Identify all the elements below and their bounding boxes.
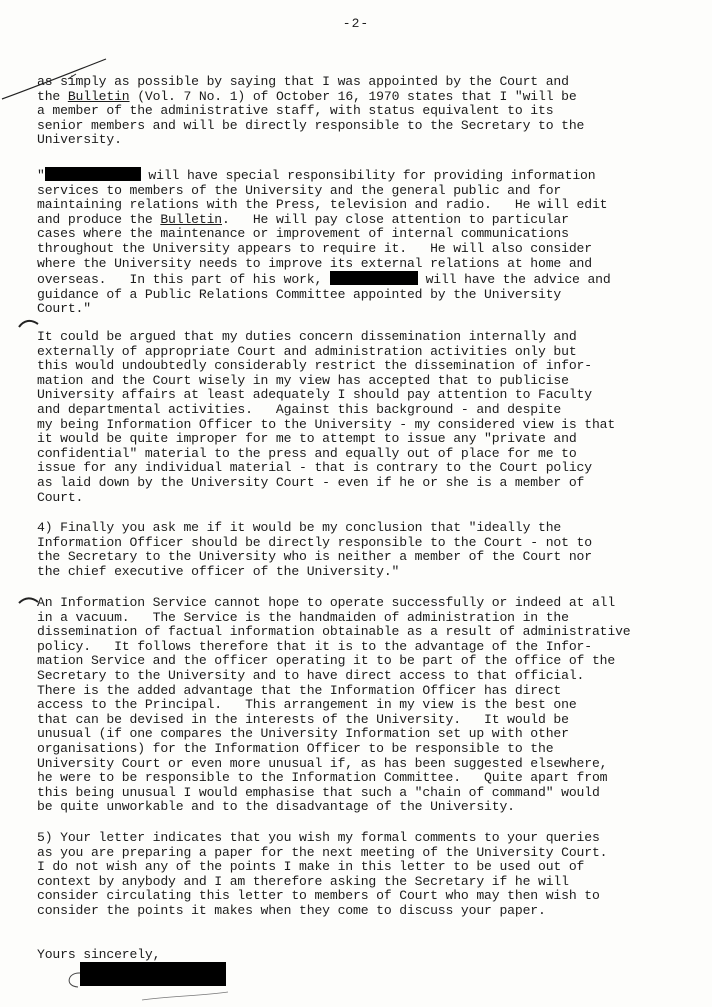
- signature-redaction: [80, 962, 226, 986]
- underlined-title: Bulletin: [67, 88, 130, 104]
- text-line: throughout the University appears to require it. He will also consider: [37, 240, 592, 256]
- name-redaction: [330, 271, 418, 285]
- paragraph-intro: [37, 75, 584, 148]
- text-line: access to the Principal. This arrangement in my view is the best one: [37, 697, 577, 713]
- text-line: [37, 213, 611, 228]
- text-line: externally of appropriate Court and administration activities only but: [37, 343, 577, 359]
- text-line: my being Information Officer to the University - my considered view is that: [37, 416, 616, 432]
- text-line: as you are preparing a paper for the next meeting of the University Court.: [37, 844, 608, 860]
- text-line: issue for any individual material - that is contrary to the Court policy: [37, 460, 592, 476]
- paragraph-argued: [37, 330, 615, 505]
- text-line: University.: [37, 132, 122, 148]
- paragraph-quote: [37, 167, 611, 317]
- text-line: services to members of the University and the general public and for: [37, 182, 562, 198]
- text-line: cases where the maintenance or improvement of internal communications: [37, 226, 569, 242]
- paragraph-point-4: [37, 521, 592, 579]
- text-segment: . He will pay close attention to particular: [222, 211, 569, 227]
- underlined-title: Bulletin: [160, 211, 222, 227]
- text-line: this being unusual I would emphasise that such a "chain of command" would: [37, 784, 600, 800]
- text-segment: the: [37, 88, 68, 104]
- text-line: Secretary to the University and to have direct access to that official.: [37, 667, 585, 683]
- text-line: in a vacuum. The Service is the handmaiden of administration in the: [37, 609, 569, 625]
- text-line: a member of the administrative staff, with status equivalent to its: [37, 103, 554, 119]
- text-line: guidance of a Public Relations Committee appointed by the University: [37, 286, 562, 302]
- text-line: Court.": [37, 301, 91, 317]
- page-number: -2-: [342, 16, 370, 31]
- text-line: he were to be responsible to the Information Committee. Quite apart from: [37, 770, 608, 786]
- text-line: maintaining relations with the Press, television and radio. He will edit: [37, 197, 608, 213]
- text-line: policy. It follows therefore that it is to the advantage of the Infor-: [37, 638, 592, 654]
- text-line: It could be argued that my duties concern dissemination internally and: [37, 329, 577, 344]
- text-line: dissemination of factual information obtainable as a result of administrative: [37, 624, 631, 640]
- text-line: confidential" material to the press and equally out of place for me to: [37, 445, 577, 461]
- text-line: University Court or even more unusual if, as has been suggested elsewhere,: [37, 755, 608, 771]
- name-redaction: [45, 167, 141, 181]
- text-segment: will have the advice and: [417, 272, 611, 288]
- text-line: be quite unworkable and to the disadvantage of the University.: [37, 799, 515, 815]
- text-line: as simply as possible by saying that I was appointed by the Court and: [37, 74, 569, 89]
- text-line: [37, 90, 584, 105]
- signature-stroke: [140, 990, 230, 1004]
- text-line: it would be quite improper for me to attempt to issue any "private and: [37, 431, 577, 447]
- text-line: unusual (if one compares the University Information set up with other: [37, 726, 569, 742]
- signature-stroke: [60, 970, 90, 990]
- text-line: that can be devised in the interests of the University. It would be: [37, 711, 569, 727]
- text-line: An Information Service cannot hope to operate successfully or indeed at all: [37, 595, 616, 610]
- paragraph-point-5: [37, 831, 607, 919]
- text-segment: ": [37, 168, 45, 183]
- text-line: 4) Finally you ask me if it would be my conclusion that "ideally the: [37, 520, 562, 535]
- text-segment: and produce the: [37, 211, 161, 227]
- paragraph-information-service: [37, 596, 630, 815]
- text-line: this would undoubtedly considerably restrict the dissemination of infor-: [37, 358, 592, 374]
- text-line: Court.: [37, 489, 84, 505]
- text-line: where the University needs to improve its external relations at home and: [37, 255, 592, 271]
- text-line: senior members and will be directly responsible to the Secretary to the: [37, 117, 585, 133]
- text-line: [37, 271, 611, 288]
- text-segment: (Vol. 7 No. 1) of October 16, 1970 states that I "will be: [129, 88, 577, 104]
- closing-salutation: Yours sincerely,: [37, 947, 161, 962]
- text-segment: will have special responsibility for providing information: [140, 168, 596, 183]
- text-line: I do not wish any of the points I make in this letter to be used out of: [37, 859, 585, 875]
- text-line: [37, 167, 611, 184]
- text-line: mation and the Court wisely in my view has accepted that to publicise: [37, 372, 569, 388]
- text-line: as laid down by the University Court - even if he or she is a member of: [37, 474, 585, 490]
- text-line: mation Service and the officer operating it to be part of the office of the: [37, 653, 616, 669]
- text-line: Information Officer should be directly responsible to the Court - not to: [37, 534, 592, 550]
- text-line: organisations) for the Information Officer to be responsible to the: [37, 740, 554, 756]
- text-line: the Secretary to the University who is neither a member of the Court nor: [37, 549, 592, 565]
- text-line: context by anybody and I am therefore asking the Secretary if he will: [37, 873, 569, 889]
- text-line: consider circulating this letter to members of Court who may then wish to: [37, 888, 600, 904]
- text-line: University affairs at least adequately I should pay attention to Faculty: [37, 387, 592, 403]
- text-line: 5) Your letter indicates that you wish my formal comments to your queries: [37, 830, 600, 845]
- text-line: the chief executive officer of the University.": [37, 563, 400, 579]
- text-line: consider the points it makes when they come to discuss your paper.: [37, 902, 546, 918]
- text-segment: overseas. In this part of his work,: [37, 272, 330, 288]
- text-line: and departmental activities. Against this background - and despite: [37, 401, 562, 417]
- text-line: There is the added advantage that the Information Officer has direct: [37, 682, 562, 698]
